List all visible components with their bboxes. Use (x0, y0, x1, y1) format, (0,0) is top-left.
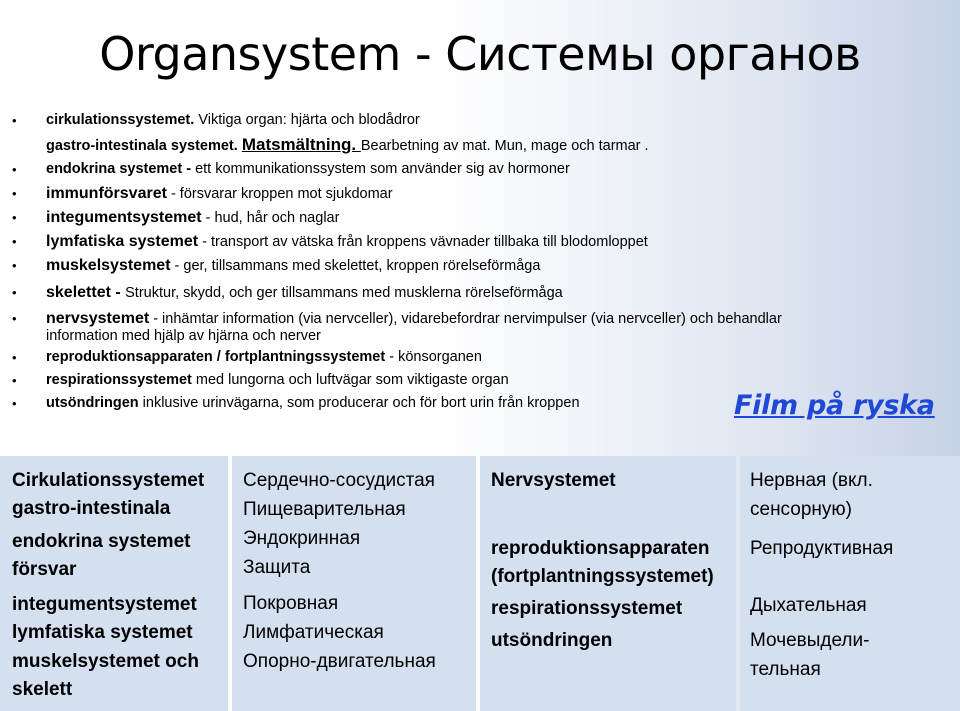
table-cell: сенсорную) (750, 499, 852, 520)
table-cell: respirationssystemet (491, 598, 683, 619)
list-item: gastro-intestinala systemet. Matsmältning. Bearbetning av mat. Mun, mage och tarmar . (46, 135, 649, 154)
table-cell: Лимфатическая (243, 622, 384, 643)
list-item: • cirkulationssystemet. Viktiga organ: hjärta och blodådror (12, 112, 420, 128)
table-cell: reproduktionsapparaten (491, 538, 710, 559)
list-item: • immunförsvaret - försvarar kroppen mot sjukdomar (12, 185, 393, 202)
bullet-icon: • (12, 373, 17, 388)
table-cell: Cirkulationssystemet (12, 470, 205, 491)
bullet-icon: • (12, 311, 17, 326)
table-cell: Дыхательная (750, 595, 867, 616)
list-item: • respirationssystemet med lungorna och luftvägar som viktigaste organ (12, 372, 509, 388)
table-cell: Мочевыдели- (750, 630, 870, 651)
table-cell: Эндокринная (243, 528, 361, 549)
table-cell: integumentsystemet (12, 594, 197, 615)
table-cell: Сердечно-сосудистая (243, 470, 435, 491)
table-cell: Нервная (вкл. (750, 470, 873, 491)
table-cell: Пищеварительная (243, 499, 406, 520)
list-item: • lymfatiska systemet - transport av vätska från kroppens vävnader tillbaka till blodomloppet (12, 233, 648, 250)
bullet-icon: • (12, 186, 17, 201)
bullet-icon: • (12, 210, 17, 225)
table-cell: försvar (12, 559, 77, 580)
list-item: • nervsystemet - inhämtar information (via nervceller), vidarebefordrar nervimpulser (via nervceller) och behandlar (12, 310, 782, 327)
table-column-swedish-1 (0, 456, 228, 711)
list-item: • skelettet - Struktur, skydd, och ger tillsammans med musklerna rörelseförmåga (12, 284, 563, 301)
table-cell: skelett (12, 679, 73, 700)
table-cell: Покровная (243, 593, 339, 614)
table-cell: muskelsystemet och (12, 651, 199, 672)
table-cell: utsöndringen (491, 630, 613, 651)
bullet-icon: • (12, 258, 17, 273)
list-item: • utsöndringen inklusive urinvägarna, som producerar och för bort urin från kroppen (12, 395, 580, 411)
organ-table (0, 456, 960, 711)
table-cell: Защита (243, 557, 311, 578)
page-title: Organsystem - Системы органов (99, 27, 861, 81)
list-item: • endokrina systemet - ett kommunikationssystem som använder sig av hormoner (12, 161, 570, 177)
table-cell: тельная (750, 659, 821, 680)
table-column-russian-1 (232, 456, 476, 711)
table-cell: Nervsystemet (491, 470, 616, 491)
list-item-continuation: information med hjälp av hjärna och nerver (46, 328, 321, 344)
list-item: • muskelsystemet - ger, tillsammans med skelettet, kroppen rörelseförmåga (12, 257, 541, 274)
bullet-icon: • (12, 162, 17, 177)
list-item: • integumentsystemet - hud, hår och naglar (12, 209, 340, 226)
bullet-icon: • (12, 113, 17, 128)
table-cell: Репродуктивная (750, 538, 894, 559)
table-cell: endokrina systemet (12, 531, 191, 552)
bullet-icon: • (12, 396, 17, 411)
table-column-swedish-2 (480, 456, 736, 711)
bullet-icon: • (12, 350, 17, 365)
table-column-russian-2 (740, 456, 960, 711)
bullet-icon: • (12, 234, 17, 249)
table-cell: (fortplantningssystemet) (491, 566, 714, 587)
list-item: • reproduktionsapparaten / fortplantningssystemet - könsorganen (12, 349, 482, 365)
film-link[interactable]: Film på ryska (734, 390, 935, 421)
table-cell: lymfatiska systemet (12, 622, 193, 643)
bullet-icon: • (12, 285, 17, 300)
table-cell: gastro-intestinala (12, 498, 171, 519)
table-cell: Опорно-двигательная (243, 651, 436, 672)
